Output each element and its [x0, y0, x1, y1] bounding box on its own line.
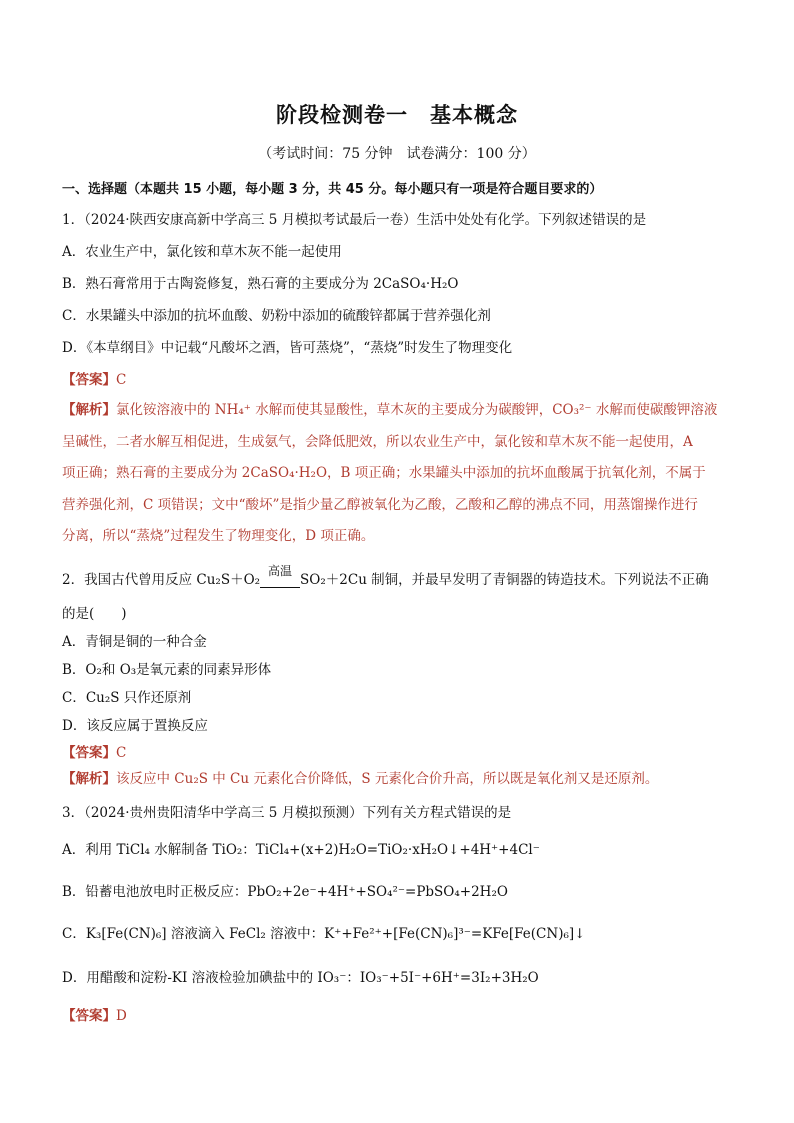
question-2-analysis	[62, 767, 658, 787]
question-3-option-c: C．K₃[Fe(CN)₆] 溶液滴入 FeCl₂ 溶液中：K⁺+Fe²⁺+[Fe(CN)₆]³⁻=KFe[Fe(CN)₆]↓	[62, 926, 586, 942]
answer-value: D	[116, 1008, 127, 1024]
question-1-option-d: D．《本草纲目》中记载“凡酸坏之酒，皆可蒸烧”，“蒸烧”时发生了物理变化	[62, 340, 513, 356]
answer-value: C	[116, 372, 127, 388]
analysis-line: 项正确；熟石膏的主要成分为 2CaSO₄·H₂O，B 项正确；水果罐头中添加的抗坏血酸属于抗氧化剂，不属于	[62, 465, 706, 481]
condition-label: 高温	[268, 564, 293, 578]
question-3-option-b: B．铅蓄电池放电时正极反应：PbO₂+2e⁻+4H⁺+SO₄²⁻=PbSO₄+2H₂O	[62, 884, 508, 900]
question-2-option-d: D．该反应属于置换反应	[62, 718, 208, 734]
question-1-option-a: A．农业生产中，氯化铵和草木灰不能一起使用	[62, 244, 342, 260]
question-3-stem: 3．（2024·贵州贵阳清华中学高三 5 月模拟预测）下列有关方程式错误的是	[62, 805, 512, 821]
question-3-option-d: D．用醋酸和淀粉-KI 溶液检验加碘盐中的 IO₃⁻：IO₃⁻+5I⁻+6H⁺=3I₂+3H₂O	[62, 970, 539, 986]
analysis-tag: 【解析】	[62, 771, 116, 787]
question-1-option-b: B．熟石膏常用于古陶瓷修复，熟石膏的主要成分为 2CaSO₄·H₂O	[62, 276, 459, 292]
analysis-line: 呈碱性，二者水解互相促进，生成氨气，会降低肥效，所以农业生产中，氯化铵和草木灰不能一起使用，A	[62, 433, 693, 450]
page-title: 阶段检测卷一 基本概念	[276, 103, 518, 127]
analysis-line: 营养强化剂，C 项错误；文中“酸坏”是指少量乙醇被氧化为乙酸，乙酸和乙醇的沸点不同，用蒸馏操作进行	[62, 496, 698, 513]
question-3-answer	[62, 1004, 127, 1024]
stem-part: SO₂＋2Cu 制铜，并最早发明了青铜器的铸造技术。下列说法不正确	[300, 572, 709, 588]
question-2-option-b: B．O₂和 O₃是氧元素的同素异形体	[62, 662, 272, 678]
analysis-tag: 【解析】	[62, 402, 116, 418]
question-2-option-a: A．青铜是铜的一种合金	[62, 634, 207, 650]
reaction-arrow-line	[260, 587, 300, 588]
stem-part: 2．我国古代曾用反应 Cu₂S＋O₂	[62, 572, 261, 588]
answer-tag: 【答案】	[62, 745, 116, 761]
analysis-line: 分离，所以“蒸烧”过程发生了物理变化，D 项正确。	[62, 528, 375, 544]
answer-value: C	[116, 745, 127, 761]
question-1-option-c: C．水果罐头中添加的抗坏血酸、奶粉中添加的硫酸锌都属于营养强化剂	[62, 308, 491, 324]
answer-tag: 【答案】	[62, 1008, 116, 1024]
section-heading: 一、选择题（本题共 15 小题，每小题 3 分，共 45 分。每小题只有一项是符合题目要求的）	[62, 182, 603, 197]
analysis-text: 该反应中 Cu₂S 中 Cu 元素化合价降低，S 元素化合价升高，所以既是氧化剂又是还原剂。	[116, 771, 659, 787]
question-2-stem	[62, 564, 709, 588]
question-1-answer	[62, 368, 126, 388]
analysis-line: 氯化铵溶液中的 NH₄⁺ 水解而使其显酸性，草木灰的主要成分为碳酸钾，CO₃²⁻ 水解而使碳酸钾溶液	[116, 402, 718, 418]
answer-tag: 【答案】	[62, 372, 116, 388]
question-2-answer	[62, 741, 126, 761]
question-2-stem-cont: 的是( )	[62, 606, 127, 622]
question-2-option-c: C．Cu₂S 只作还原剂	[62, 690, 192, 706]
question-1-analysis	[62, 395, 732, 553]
exam-info: （考试时间：75 分钟 试卷满分：100 分）	[258, 146, 536, 162]
question-1-stem: 1．（2024·陕西安康高新中学高三 5 月模拟考试最后一卷）生活中处处有化学。下列叙述错误的是	[62, 212, 647, 228]
reaction-condition	[260, 564, 300, 588]
question-3-option-a: A．利用 TiCl₄ 水解制备 TiO₂：TiCl₄+(x+2)H₂O=TiO₂·xH₂O↓+4H⁺+4Cl⁻	[62, 842, 540, 858]
